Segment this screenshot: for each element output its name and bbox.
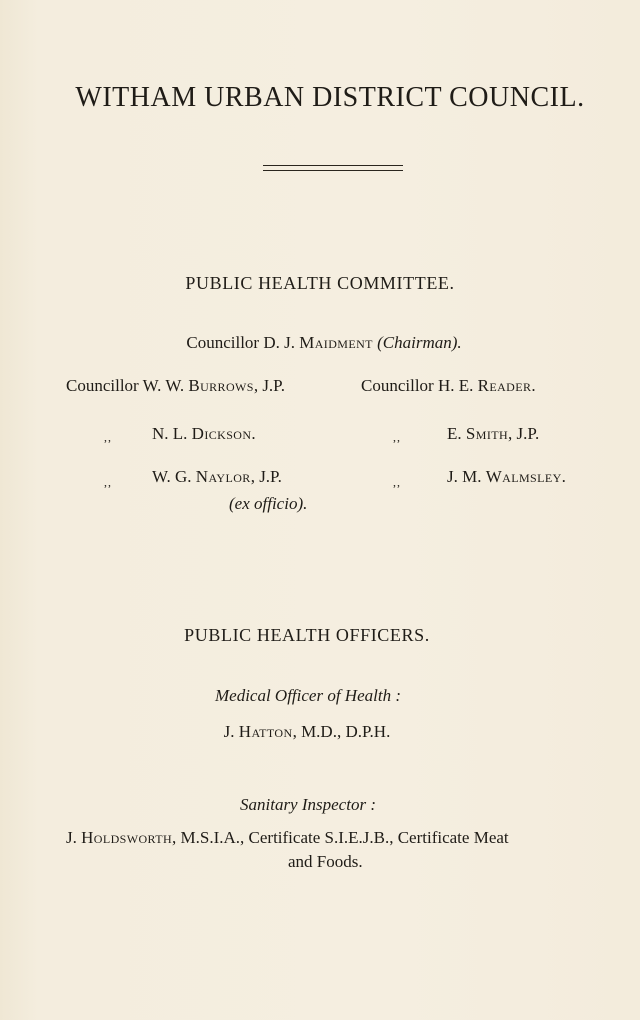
member-left-1 [66,376,285,396]
chairman-prefix: Councillor D. J. [186,333,295,352]
member-name: Dickson [191,424,252,443]
ditto-mark: ,, [393,430,401,444]
sanitary-line [66,828,509,848]
sanitary-continuation: and Foods. [288,852,363,871]
title-divider-top [263,165,403,166]
ditto-mark: ,, [104,475,112,489]
member-name: Reader [477,376,532,395]
member-prefix: J. M. [447,467,482,486]
page-title: WITHAM URBAN DISTRICT COUNCIL. [75,82,585,113]
member-left-2 [152,424,256,444]
member-suffix: . [251,424,256,443]
chairman-role: (Chairman). [377,333,462,352]
ditto-mark: ,, [393,475,401,489]
ex-officio-note: (ex officio). [229,494,308,513]
member-name: Walmsley [485,467,562,486]
moh-name: Hatton [238,722,293,741]
member-suffix: . [531,376,536,395]
member-right-2 [447,424,539,444]
member-name: Smith [465,424,509,443]
member-name: Naylor [195,467,251,486]
moh-prefix: J. [223,722,235,741]
member-prefix: N. L. [152,424,188,443]
member-suffix: , J.P. [253,376,285,395]
member-prefix: Councillor W. W. [66,376,185,395]
member-suffix: , J.P. [250,467,282,486]
member-suffix: , J.P. [508,424,540,443]
sanitary-role: Sanitary Inspector : [240,795,376,814]
moh-role: Medical Officer of Health : [214,686,401,705]
member-prefix: W. G. [152,467,192,486]
ditto-mark: ,, [104,430,112,444]
member-prefix: Councillor H. E. [361,376,474,395]
member-right-1 [361,376,536,396]
member-prefix: E. [447,424,462,443]
sanitary-name: Holdsworth [81,828,173,847]
committee-heading: PUBLIC HEALTH COMMITTEE. [185,273,455,293]
officers-heading: PUBLIC HEALTH OFFICERS. [184,625,430,645]
moh-suffix: , M.D., D.P.H. [292,722,391,741]
member-right-3 [447,467,566,487]
moh-line [0,722,640,742]
title-divider-bottom [263,170,403,171]
chairman-name: Maidment [299,333,373,352]
sanitary-prefix: J. [66,828,77,847]
sanitary-suffix: , M.S.I.A., Certificate S.I.E.J.B., Certificate Meat [172,828,509,847]
chairman-line [0,333,640,353]
member-name: Burrows [188,376,254,395]
member-suffix: . [561,467,566,486]
member-left-3 [152,467,282,487]
